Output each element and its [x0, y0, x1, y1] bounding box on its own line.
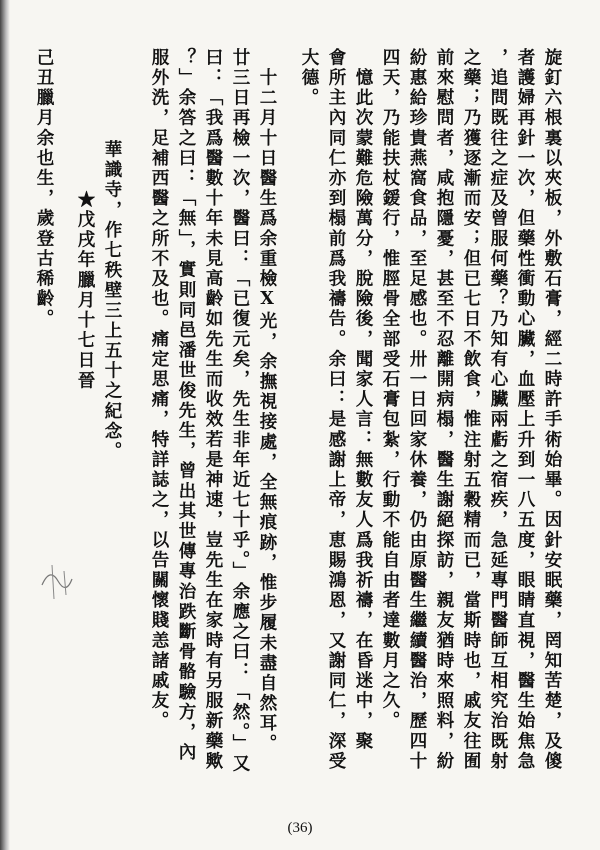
text-column: 者護婦再針一次，但藥性衝動心臟，血壓上升到一八五度，眼睛直視，醫生始焦急: [515, 48, 535, 772]
text-column: 憶此次蒙難危險萬分，脫險後，聞家人言：無數友人爲我祈禱，在昏迷中，聚: [353, 48, 373, 752]
text-column: 紛惠給珍貴燕窩食品，至足感也。卅一日回家休養，仍由原醫生繼續醫治，歷四十: [407, 48, 427, 772]
book-spine-shadow: [0, 0, 10, 850]
text-column: 前來慰問者，咸抱隱憂，甚至不忍離開病榻，醫生謝絕探訪，親友猶時來照料，紛: [434, 48, 454, 772]
text-column: ？」余答之曰：「無」，實則同邑潘世俊先生，曾出其世傳專治跌斷骨骼驗方，內: [176, 48, 196, 763]
text-column: 旋釘六根裏以夾板，外敷石膏，經二時許手術始畢。因針安眠藥，罔知苦楚，及傻: [542, 48, 562, 772]
page-number: (36): [287, 820, 313, 836]
text-column: 大德。: [299, 48, 319, 109]
pencil-mark-scribble: [36, 555, 86, 605]
commemoration-note: 華識寺，作七秩壁三上五十之紀念。: [102, 120, 122, 462]
text-column: 會所主內同仁亦到榻前爲我禱告。余曰：是感謝上帝，恵賜鴻恩，又謝同仁，深受: [326, 48, 346, 772]
closing-verse: 己丑臘月余也生，歲登古稀齡。: [34, 48, 54, 330]
text-column: 四天，乃能扶杖鍰行，惟脛骨全部受石膏包紮，行動不能自由者達數月之久。: [380, 48, 400, 732]
text-column: 之藥；乃獲逐漸而安；但已七日不飲食，惟注射五穀精而已，當斯時也，戚友往囿: [461, 48, 481, 772]
date-line: ★戊戌年臘月十七日晉: [75, 190, 95, 391]
text-column: ，追問既往之症及曾服何藥？乃知有心臟兩虧之宿疾，急延專門醫師互相究治既射: [488, 48, 508, 772]
text-column: 曰：「我爲醫數十年未見高齡如先生而收效若是神速，豈先生在家時有另服新藥歟: [203, 48, 223, 772]
text-column: 十二月十日醫生爲余重檢X光，余撫視接處，全無痕跡，惟步履未盡自然耳。: [257, 48, 277, 754]
text-column: 服外洗，足補西醫之所不及也。痛定思痛，特詳誌之，以告關懷賤恙諸戚友。: [149, 48, 169, 732]
text-column: 廿三日再檢一次，醫曰：「已復元矣，先生非年近七十乎。」余應之曰：「然。」又: [230, 48, 250, 775]
